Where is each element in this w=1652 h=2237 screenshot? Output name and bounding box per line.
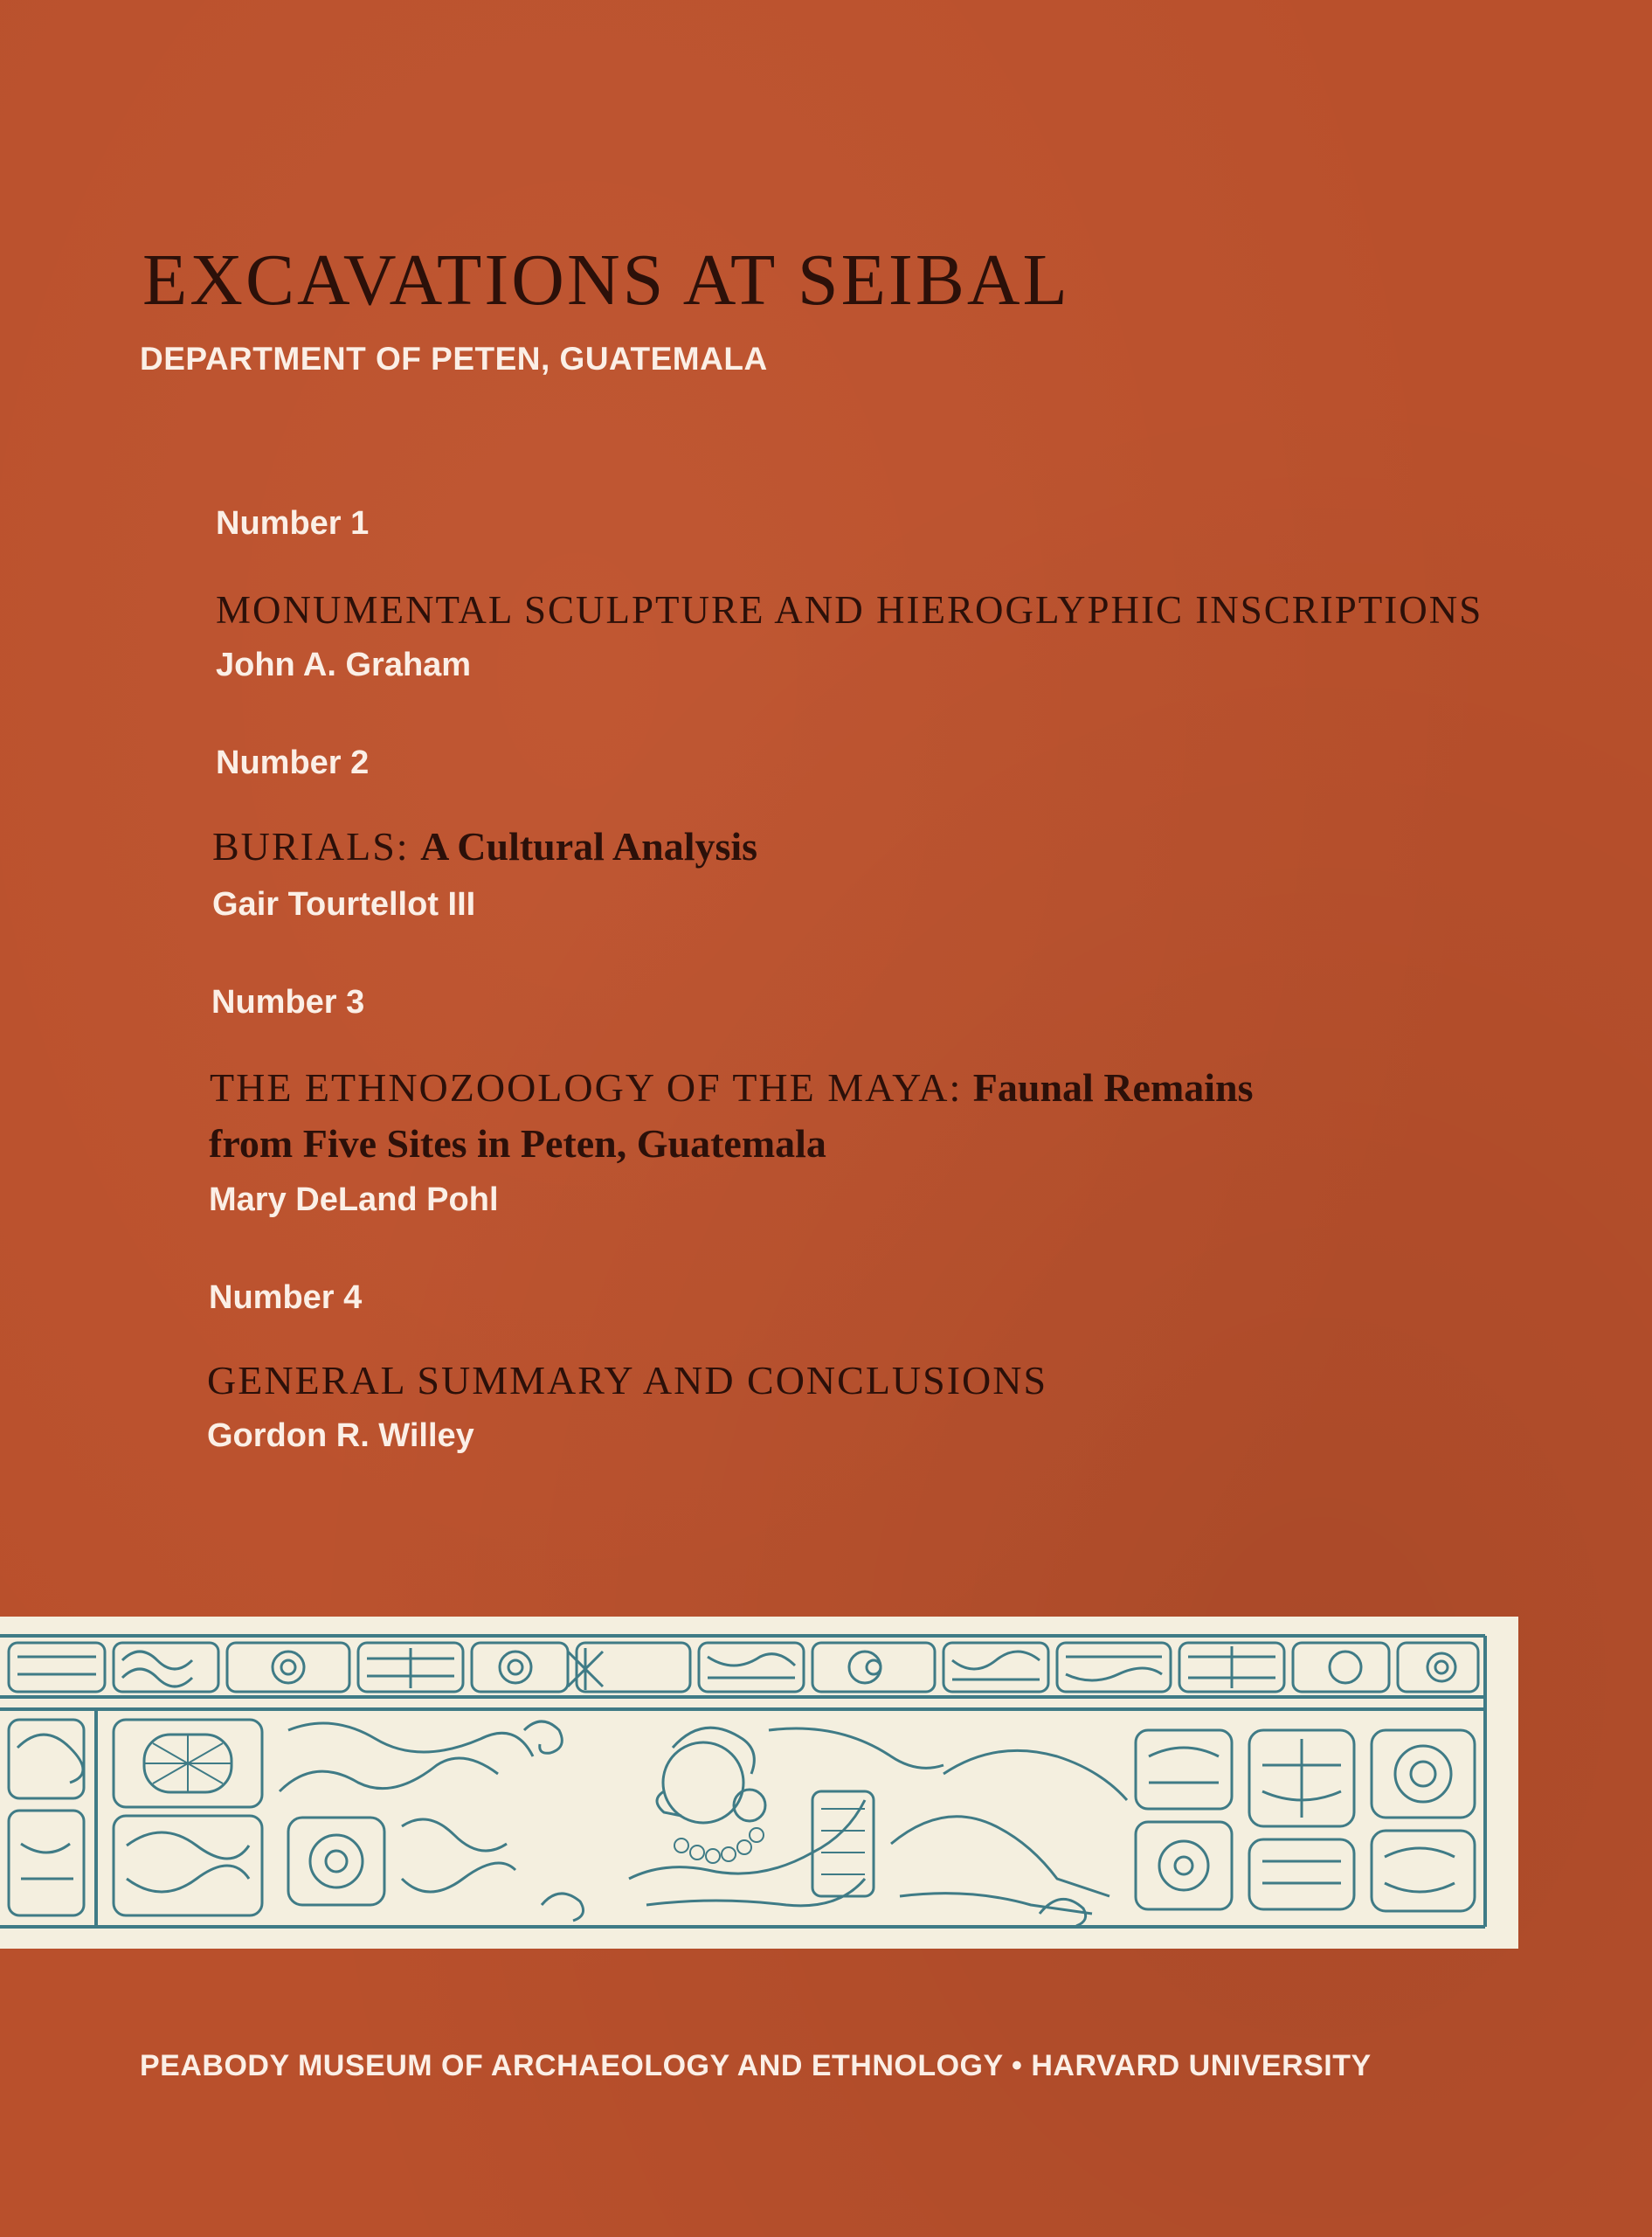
entry-1-title-caps: MONUMENTAL SCULPTURE AND HIEROGLYPHIC INSCRIPTIONS xyxy=(216,588,1483,632)
entry-1-title xyxy=(216,582,1483,638)
entry-4-title-caps: GENERAL SUMMARY AND CONCLUSIONS xyxy=(207,1358,1048,1402)
entry-3-title xyxy=(210,1060,1254,1116)
entry-4-number: Number 4 xyxy=(209,1279,363,1316)
entry-2-author: Gair Tourtellot III xyxy=(212,886,476,923)
entry-2-title xyxy=(212,819,757,875)
entry-4-author: Gordon R. Willey xyxy=(207,1417,474,1454)
entry-3-title-line2 xyxy=(209,1116,826,1172)
entry-2-title-tail: A Cultural Analysis xyxy=(420,824,758,869)
entry-3-number: Number 3 xyxy=(211,984,365,1021)
publisher-footer: PEABODY MUSEUM OF ARCHAEOLOGY AND ETHNOLOGY • HARVARD UNIVERSITY xyxy=(140,2049,1372,2082)
entry-2-number: Number 2 xyxy=(216,745,370,781)
frieze-drawing xyxy=(0,1617,1518,1949)
entry-1-author: John A. Graham xyxy=(216,647,472,683)
page-title: EXCAVATIONS AT SEIBAL xyxy=(142,239,1070,321)
maya-frieze-illustration xyxy=(0,1617,1518,1949)
entry-3-title-tail: Faunal Remains xyxy=(972,1065,1254,1110)
entry-1-number: Number 1 xyxy=(216,505,370,542)
entry-2-title-caps: BURIALS: xyxy=(212,824,410,869)
entry-4-title xyxy=(207,1353,1047,1409)
entry-3-title-line2-text: from Five Sites in Peten, Guatemala xyxy=(209,1121,826,1166)
page-subtitle: DEPARTMENT OF PETEN, GUATEMALA xyxy=(140,341,768,377)
entry-3-title-caps: THE ETHNOZOOLOGY OF THE MAYA: xyxy=(210,1065,963,1110)
entry-3-author: Mary DeLand Pohl xyxy=(209,1181,499,1218)
